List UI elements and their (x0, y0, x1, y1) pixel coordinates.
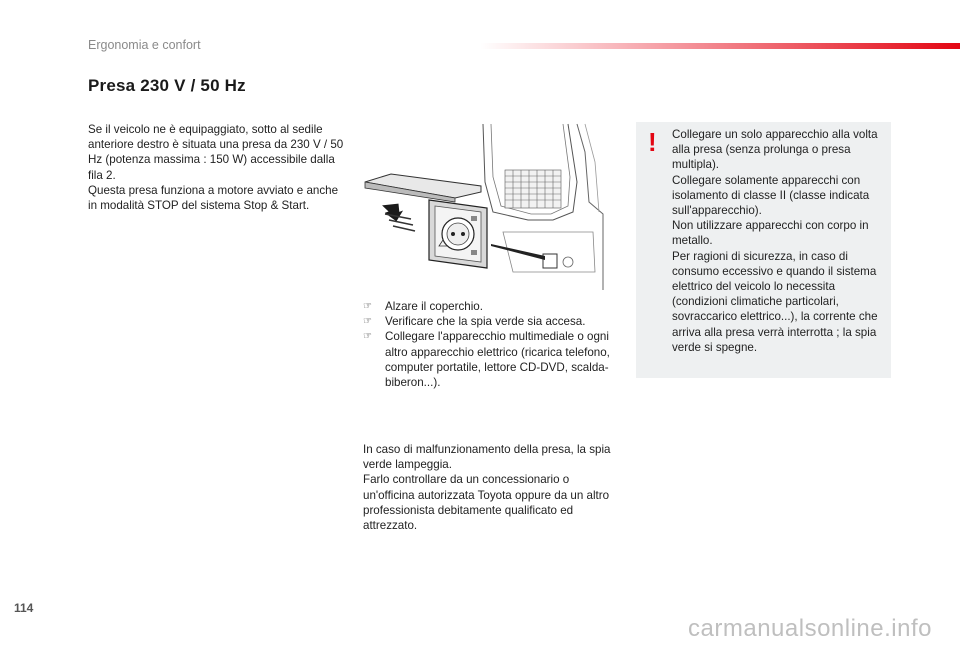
section-title: Ergonomia e confort (88, 38, 201, 52)
intro-paragraph: Se il veicolo ne è equipaggiato, sotto al sedile anteriore destro è situata una presa da 230 V / 50 Hz (potenza massima : 150 W) accessibile dalla fila 2. (88, 123, 344, 182)
intro-text (88, 122, 348, 213)
pointer-icon: ☞ (363, 316, 372, 328)
malfunction-text (363, 442, 613, 533)
page-title: Presa 230 V / 50 Hz (88, 76, 246, 95)
pointer-icon: ☞ (363, 331, 372, 343)
warning-paragraph: Collegare un solo apparecchio alla volta alla presa (senza prolunga o presa multipla). (672, 128, 878, 172)
watermark: carmanualsonline.info (688, 615, 932, 642)
step-text: Collegare l'apparecchio multimediale o ogni altro apparecchio elettrico (ricarica telefono, computer portatile, lettore CD-DVD, scalda-biberon...). (385, 330, 610, 390)
malfunction-paragraph: Farlo controllare da un concessionario o un'officina autorizzata Toyota oppure da un altro professionista debitamente qualificato ed attrezzato. (363, 473, 610, 533)
socket-illustration (363, 122, 613, 294)
header-accent-bar (480, 43, 960, 49)
list-item (363, 314, 613, 329)
list-item (363, 299, 613, 314)
step-text: Verificare che la spia verde sia accesa. (385, 315, 586, 329)
step-text: Alzare il coperchio. (385, 300, 483, 313)
instruction-list (363, 299, 613, 390)
list-item (363, 329, 613, 390)
intro-paragraph: Questa presa funziona a motore avviato e anche in modalità STOP del sistema Stop & Start. (88, 183, 339, 213)
warning-paragraph: Non utilizzare apparecchi con corpo in metallo. (672, 219, 869, 248)
warning-paragraph: Per ragioni di sicurezza, in caso di consumo eccessivo e quando il sistema elettrico del veicolo lo necessita (condizioni climatiche particolari, sovraccarico elettrico...), la corrente che arriva alla presa verrà interrotta ; la spia verde si spegne. (672, 249, 878, 354)
socket-diagram (363, 122, 613, 294)
warning-text (672, 127, 886, 355)
page-number: 114 (14, 601, 34, 615)
pointer-icon: ☞ (363, 301, 372, 312)
exclamation-icon: ! (648, 127, 657, 157)
malfunction-paragraph: In caso di malfunzionamento della presa, la spia verde lampeggia. (363, 443, 611, 472)
warning-box (636, 122, 891, 378)
warning-paragraph: Collegare solamente apparecchi con isolamento di classe II (classe indicata sull'apparecchio). (672, 173, 870, 218)
